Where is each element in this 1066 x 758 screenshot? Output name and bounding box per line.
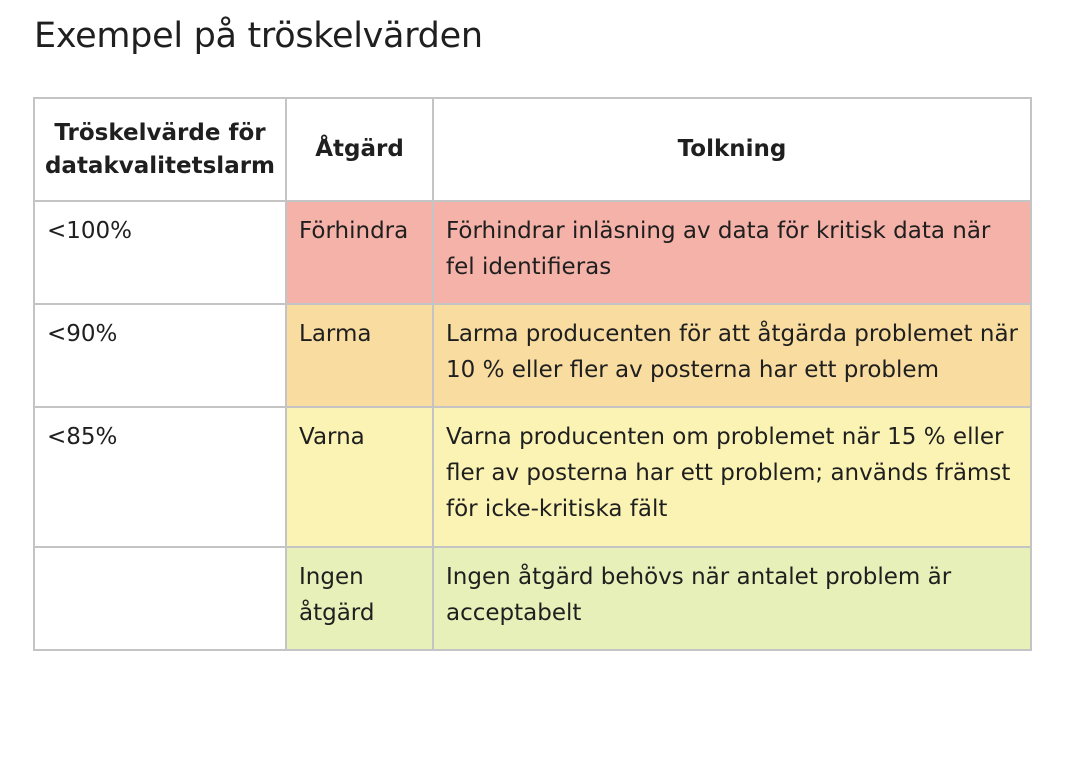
header-action: Åtgärd <box>286 98 433 201</box>
threshold-cell: <100% <box>34 201 286 304</box>
threshold-table <box>33 97 1032 651</box>
interpretation-cell: Larma producenten för att åtgärda problemet när 10 % eller fler av posterna har ett problem <box>433 304 1031 407</box>
interpretation-cell: Varna producenten om problemet när 15 % eller fler av posterna har ett problem; används främst för icke-kritiska fält <box>433 407 1031 547</box>
page-title: Exempel på tröskelvärden <box>34 16 483 56</box>
table-header-row <box>34 98 1031 201</box>
action-cell: Larma <box>286 304 433 407</box>
action-cell: Förhindra <box>286 201 433 304</box>
table-row <box>34 547 1031 650</box>
threshold-cell: <85% <box>34 407 286 547</box>
action-cell: Ingen åtgärd <box>286 547 433 650</box>
action-cell: Varna <box>286 407 433 547</box>
interpretation-cell: Förhindrar inläsning av data för kritisk data när fel identifieras <box>433 201 1031 304</box>
table-row <box>34 304 1031 407</box>
interpretation-cell: Ingen åtgärd behövs när antalet problem är acceptabelt <box>433 547 1031 650</box>
threshold-cell: <90% <box>34 304 286 407</box>
threshold-cell <box>34 547 286 650</box>
header-threshold: Tröskelvärde för datakvalitetslarm <box>34 98 286 201</box>
table-row <box>34 201 1031 304</box>
table-row <box>34 407 1031 547</box>
header-interpretation: Tolkning <box>433 98 1031 201</box>
